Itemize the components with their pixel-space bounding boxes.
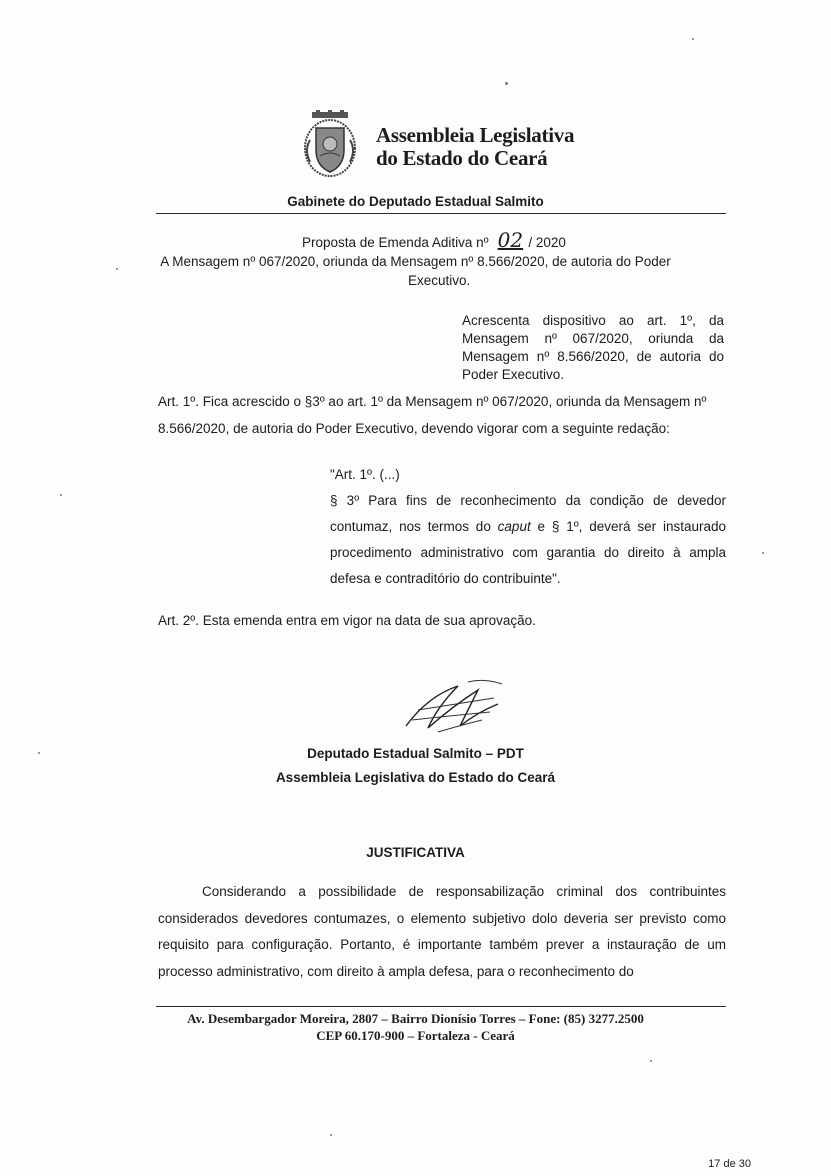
office-name: Gabinete do Deputado Estadual Salmito [287, 194, 544, 209]
institution-line1: Assembleia Legislativa [376, 123, 575, 147]
signatory-name: Deputado Estadual Salmito – PDT [307, 746, 524, 761]
scan-speck [692, 38, 694, 40]
scan-speck [650, 1060, 652, 1062]
quoted-article-head: "Art. 1º. (...) [330, 467, 400, 482]
caput-italic: caput [497, 519, 531, 534]
footer-address: Av. Desembargador Moreira, 2807 – Bairro Dionísio Torres – Fone: (85) 3277.2500 [187, 1011, 644, 1026]
scan-speck [505, 82, 508, 85]
quoted-text [330, 462, 726, 592]
institution-line2: do Estado do Ceará [376, 146, 548, 170]
proposal-title-suffix: / 2020 [528, 235, 566, 250]
scan-speck [38, 752, 40, 754]
footer-divider [156, 1006, 726, 1007]
proposal-title [302, 228, 566, 252]
scan-speck [116, 268, 118, 270]
proposal-line2: A Mensagem nº 067/2020, oriunda da Mensagem nº 8.566/2020, de autoria do Poder [160, 254, 671, 269]
header-divider [156, 213, 726, 214]
quoted-paragraph-3: § 3º Para fins de reconhecimento da condição de devedor contumaz, nos termos do caput e § 1º, deverá ser instaurado procedimento administrativo com garantia do direito à ampla defesa e contraditório do contribuinte". [330, 493, 726, 586]
coat-of-arms-seal [302, 110, 358, 178]
scan-speck [762, 552, 764, 554]
institution-name [376, 124, 574, 170]
justification-text: Considerando a possibilidade de responsabilização criminal dos contribuintes considerados devedores contumazes, o elemento subjetivo dolo deveria ser previsto como requisito para configuração. Portanto, é importante também prever a instauração de um processo administrativo, com direito à ampla defesa, para o reconhecimento do [158, 884, 726, 979]
article-1: Art. 1º. Fica acrescido o §3º ao art. 1º da Mensagem nº 067/2020, oriunda da Mensagem nº 8.566/2020, de autoria do Poder Executivo, devendo vigorar com a seguinte redação: [158, 394, 707, 436]
proposal-line3: Executivo. [408, 273, 471, 288]
article-2: Art. 2º. Esta emenda entra em vigor na data de sua aprovação. [158, 613, 536, 628]
scan-speck [330, 1134, 332, 1136]
handwritten-signature [398, 676, 508, 738]
footer-postal: CEP 60.170-900 – Fortaleza - Ceará [316, 1028, 515, 1043]
ementa: Acrescenta dispositivo ao art. 1º, da Mensagem nº 067/2020, oriunda da Mensagem nº 8.566/2020, de autoria do Poder Executivo. [462, 313, 724, 382]
scan-speck [60, 494, 62, 496]
proposal-number-handwritten: 02 [497, 228, 524, 252]
signatory-institution: Assembleia Legislativa do Estado do Ceará [275, 770, 556, 785]
justification-heading: JUSTIFICATIVA [366, 845, 465, 860]
proposal-title-prefix: Proposta de Emenda Aditiva nº [302, 235, 489, 250]
page-number: 17 de 30 [708, 1158, 751, 1170]
